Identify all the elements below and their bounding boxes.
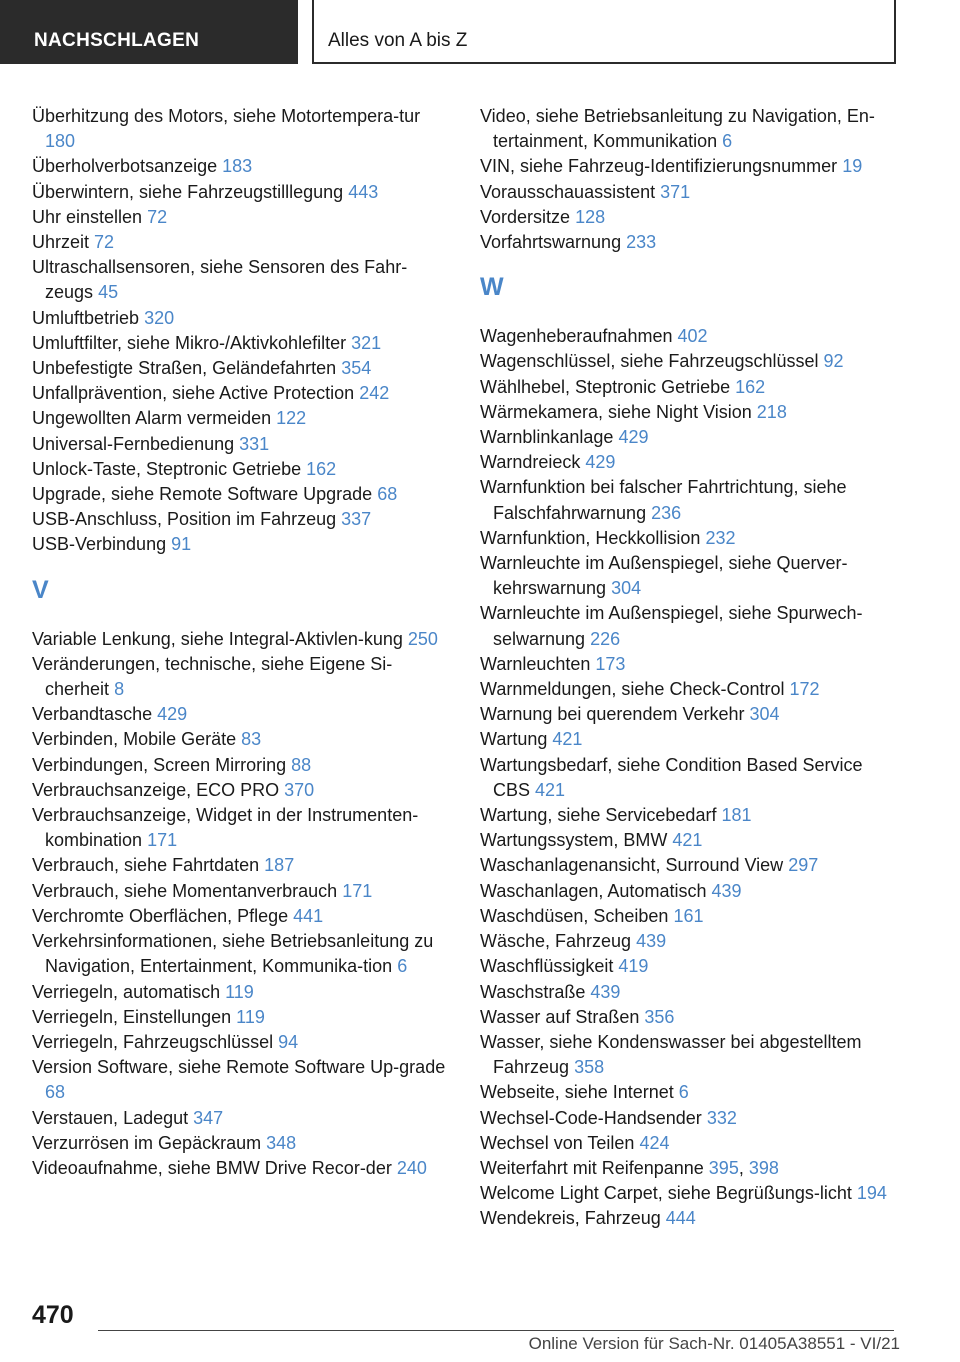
page-reference-link[interactable]: 172 [789,679,820,700]
index-term: Verbrauch, siehe Fahrtdaten [32,855,260,876]
index-entry [480,551,900,601]
page-reference-link[interactable]: 304 [611,578,642,599]
index-term: Vorausschauassistent [480,181,656,202]
index-term: Überwintern, siehe Fahrzeugstilllegung [32,181,344,202]
index-entry [480,205,900,230]
index-entry [480,727,900,752]
page-reference-link[interactable]: 332 [706,1107,737,1128]
index-entry [480,853,900,878]
page-reference-link[interactable]: 439 [711,880,742,901]
page-reference-link[interactable]: 232 [705,527,736,548]
page-reference-link[interactable]: 398 [748,1157,779,1178]
index-term: Umluftfilter, siehe Mikro-/Aktivkohlefilter [32,332,347,353]
index-term: Version Software, siehe Remote Software Up-grade [32,1057,446,1078]
index-entry [480,475,900,525]
page-reference-link[interactable]: 88 [291,754,312,775]
page-reference-link[interactable]: 358 [574,1057,605,1078]
page-reference-link[interactable]: 236 [651,502,682,523]
page-reference-link[interactable]: 92 [823,351,844,372]
index-term: Uhrzeit [32,232,90,253]
index-entry [480,324,900,349]
index-term: Wechsel-Code-Handsender [480,1107,702,1128]
index-entry [32,457,452,482]
page-reference-link[interactable]: 94 [278,1031,299,1052]
page-reference-link[interactable]: 194 [856,1183,887,1204]
index-term: Warnleuchten [480,653,591,674]
page-reference-link[interactable]: 370 [284,779,315,800]
index-term: Wartungsbedarf, siehe Condition Based Service CBS [480,754,863,800]
page-reference-link[interactable]: 162 [306,458,337,479]
index-entry [32,381,452,406]
page-reference-link[interactable]: 441 [293,905,324,926]
index-entry [480,1030,900,1080]
index-term: Verriegeln, Einstellungen [32,1006,232,1027]
index-term: VIN, siehe Fahrzeug-Identifizierungsnummer [480,156,838,177]
index-term: Waschanlagen, Automatisch [480,880,707,901]
index-term: Verbrauch, siehe Momentanverbrauch [32,880,338,901]
index-entry [32,432,452,457]
index-term: Videoaufnahme, siehe BMW Drive Recor-der [32,1157,392,1178]
index-term: Überhitzung des Motors, siehe Motortempera-tur [32,106,421,126]
index-term: Überholverbotsanzeige [32,156,218,177]
index-term: Warndreieck [480,452,581,473]
index-entry [32,205,452,230]
index-term: Verkehrsinformationen, siehe Betriebsanleitung zu Navigation, Entertainment, Kommunika-tion [32,931,434,977]
index-term: Welcome Light Carpet, siehe Begrüßungs-licht [480,1183,852,1204]
index-term: Universal-Fernbedienung [32,433,235,454]
page-reference-link[interactable]: 6 [397,956,408,977]
index-term: Warnleuchte im Außenspiegel, siehe Spurwech-selwarnung [480,603,863,649]
index-entry [32,778,452,803]
footer-version-text: Online Version für Sach-Nr. 01405A38551 - VI/21 [528,1334,900,1353]
page-reference-link[interactable]: 439 [590,981,621,1002]
index-entry [480,601,900,651]
section-tab: NACHSCHLAGEN [0,0,298,64]
index-entry [480,375,900,400]
page-reference-link[interactable]: 429 [585,452,616,473]
index-entry [32,532,452,557]
index-entry [32,853,452,878]
page-reference-link[interactable]: 348 [266,1132,297,1153]
index-term: Warnfunktion, Heckkollision [480,527,701,548]
index-term: Verbinden, Mobile Geräte [32,729,237,750]
index-term: Wasser auf Straßen [480,1006,640,1027]
index-term: Wagenheberaufnahmen [480,326,673,347]
index-entry [32,1106,452,1131]
page-reference-link[interactable]: 91 [171,534,192,555]
section-letter-heading: V [32,575,49,604]
page-reference-link[interactable]: 421 [535,779,566,800]
index-entry [480,753,900,803]
index-term: Verzurrösen im Gepäckraum [32,1132,262,1153]
index-entry [480,349,900,374]
index-entry [480,652,900,677]
page-reference-link[interactable]: 233 [626,232,657,253]
index-term: Verriegeln, Fahrzeugschlüssel [32,1031,274,1052]
index-term: Wartung [480,729,548,750]
page-reference-link[interactable]: 429 [157,704,188,725]
page-reference-link[interactable]: 119 [236,1006,265,1027]
page-reference-link[interactable]: 45 [98,282,119,303]
index-entry [480,954,900,979]
index-entry [480,929,900,954]
page-reference-link[interactable]: 395 [708,1157,739,1178]
index-entry [32,879,452,904]
index-term: Wendekreis, Fahrzeug [480,1208,661,1229]
page-reference-link[interactable]: 187 [264,855,295,876]
chapter-title: Alles von A bis Z [312,0,896,64]
index-entry [32,803,452,853]
index-entry [480,425,900,450]
page-reference-link[interactable]: 304 [749,704,780,725]
index-term: Wartung, siehe Servicebedarf [480,805,717,826]
index-entry [480,1206,900,1231]
index-entry [480,154,900,179]
index-entry [32,753,452,778]
index-term: Vorfahrtswarnung [480,232,622,253]
index-entry [32,306,452,331]
index-term: Ultraschallsensoren, siehe Sensoren des Fahr-zeugs [32,257,408,303]
index-entry [480,828,900,853]
index-term: Warnung bei querendem Verkehr [480,704,745,725]
index-term: Wärmekamera, siehe Night Vision [480,401,752,422]
page-reference-link[interactable]: 421 [552,729,583,750]
index-entry [480,1131,900,1156]
page-reference-link[interactable]: 402 [677,326,708,347]
index-term: Unfallprävention, siehe Active Protection [32,383,355,404]
index-term: Wasser, siehe Kondenswasser bei abgestelltem Fahrzeug [480,1031,862,1078]
index-term: Waschstraße [480,981,586,1002]
page-reference-link[interactable]: 68 [45,1082,66,1103]
index-entry [32,104,452,154]
page-reference-link[interactable]: 354 [341,358,372,379]
page-reference-link[interactable]: 72 [94,232,115,253]
index-entry [32,1156,452,1181]
page-header [0,0,960,64]
page-reference-link[interactable]: 122 [276,408,307,429]
index-term: Vordersitze [480,206,571,227]
page-reference-link[interactable]: 240 [396,1157,427,1178]
index-entry [32,230,452,255]
index-entry [32,1055,452,1105]
index-entry [32,406,452,431]
page-reference-link[interactable]: 218 [756,401,787,422]
index-term: Warnfunktion bei falscher Fahrtrichtung, siehe Falschfahrwarnung [480,477,847,523]
page-reference-link[interactable]: 356 [644,1006,675,1027]
index-entry [32,255,452,305]
page-reference-link[interactable]: 19 [842,156,863,177]
page-reference-link[interactable]: 321 [351,332,382,353]
index-entry [32,627,452,652]
index-entry [480,677,900,702]
index-entry [32,1030,452,1055]
index-term: Verriegeln, automatisch [32,981,221,1002]
index-term: Veränderungen, technische, siehe Eigene Si-cherheit [32,653,393,700]
page-number: 470 [32,1301,74,1329]
index-term: Upgrade, siehe Remote Software Upgrade [32,484,373,505]
index-term: Verbindungen, Screen Mirroring [32,754,287,775]
index-term: Waschanlagenansicht, Surround View [480,855,784,876]
index-term: Verbandtasche [32,704,153,725]
index-term: USB-Verbindung [32,534,167,555]
index-entry [32,702,452,727]
index-entry [480,1005,900,1030]
index-entry [32,904,452,929]
page-reference-link[interactable]: 180 [45,131,76,152]
index-entry [480,1106,900,1131]
index-term: Unbefestigte Straßen, Geländefahrten [32,358,337,379]
index-column-right [480,104,900,1232]
index-term: Verbrauchsanzeige, Widget in der Instrumenten-kombination [32,805,419,851]
page-reference-link[interactable]: 419 [618,956,649,977]
page-reference-link[interactable]: 181 [721,805,752,826]
index-entry [480,702,900,727]
index-entry [480,450,900,475]
index-entry [480,1181,900,1206]
page-reference-link[interactable]: 8 [114,679,125,700]
page-reference-link[interactable]: 6 [722,131,733,152]
index-term: Video, siehe Betriebsanleitung zu Navigation, En-tertainment, Kommunikation [480,106,875,152]
page-reference-link[interactable]: 68 [377,484,398,505]
index-term: Warnmeldungen, siehe Check-Control [480,679,785,700]
page-reference-link[interactable]: 250 [407,628,438,649]
page-reference-link[interactable]: 371 [660,181,691,202]
page-reference-link[interactable]: 439 [636,931,667,952]
index-entry [480,104,900,154]
index-entry [32,652,452,702]
page-reference-link[interactable]: 347 [193,1107,224,1128]
page-reference-link[interactable]: 337 [341,509,372,530]
index-term: Warnblinkanlage [480,427,614,448]
index-term: Uhr einstellen [32,206,143,227]
index-term: Verstauen, Ladegut [32,1107,189,1128]
index-term: Waschflüssigkeit [480,956,614,977]
page-reference-link[interactable]: 83 [241,729,262,750]
index-entry [32,180,452,205]
index-entry [480,879,900,904]
page-reference-link[interactable]: 242 [359,383,390,404]
index-entry [32,507,452,532]
index-entry [32,980,452,1005]
page-reference-link[interactable]: 72 [147,206,168,227]
index-term: Waschdüsen, Scheiben [480,905,669,926]
page-reference-link[interactable]: 173 [595,653,626,674]
page-reference-link[interactable]: 6 [678,1082,689,1103]
index-term: Wählhebel, Steptronic Getriebe [480,376,731,397]
index-term: Variable Lenkung, siehe Integral-Aktivlen-kung [32,628,403,649]
index-entry [480,803,900,828]
page-reference-link[interactable]: 331 [239,433,270,454]
index-entry [32,727,452,752]
page-reference-link[interactable]: 162 [735,376,766,397]
page-reference-link[interactable]: 429 [618,427,649,448]
index-entry [32,154,452,179]
index-term: Webseite, siehe Internet [480,1082,674,1103]
footer-divider [98,1330,894,1331]
page-reference-link[interactable]: 171 [147,830,178,851]
index-entry [480,230,900,255]
index-entry [480,400,900,425]
index-term: Weiterfahrt mit Reifenpanne [480,1157,704,1178]
index-column-left [32,104,452,1181]
index-entry [32,356,452,381]
index-term: Wartungssystem, BMW [480,830,668,851]
page-reference-link[interactable]: 183 [222,156,253,177]
section-letter-heading: W [480,273,504,302]
index-term: Verchromte Oberflächen, Pflege [32,905,289,926]
index-entry [32,482,452,507]
index-term: USB-Anschluss, Position im Fahrzeug [32,509,337,530]
index-term: Wechsel von Teilen [480,1132,635,1153]
index-entry [480,526,900,551]
page-reference-link[interactable]: 320 [144,307,175,328]
index-term: Umluftbetrieb [32,307,140,328]
index-entry [480,904,900,929]
index-entry [480,980,900,1005]
index-entry [32,1131,452,1156]
page-reference-link[interactable]: 171 [342,880,373,901]
page-reference-link[interactable]: 421 [672,830,703,851]
index-term: Verbrauchsanzeige, ECO PRO [32,779,280,800]
page-reference-link[interactable]: 444 [665,1208,696,1229]
index-entry [32,331,452,356]
index-term: Wagenschlüssel, siehe Fahrzeugschlüssel [480,351,819,372]
index-entry [32,929,452,979]
page-reference-link[interactable]: 161 [673,905,704,926]
page-reference-link[interactable]: 226 [590,628,621,649]
page-reference-link[interactable]: 424 [639,1132,670,1153]
index-entry [32,1005,452,1030]
page-reference-link[interactable]: 297 [788,855,819,876]
index-term: Warnleuchte im Außenspiegel, siehe Querver-kehrswarnung [480,553,848,599]
page-reference-link[interactable]: 443 [348,181,379,202]
page-reference-link[interactable]: 128 [575,206,606,227]
index-term: Unlock-Taste, Steptronic Getriebe [32,458,302,479]
index-term: Ungewollten Alarm vermeiden [32,408,272,429]
index-entry: Weiterfahrt mit Reifenpanne 395, 398 [480,1157,779,1178]
index-entry [480,180,900,205]
index-term: Wäsche, Fahrzeug [480,931,632,952]
page-reference-link[interactable]: 119 [225,981,254,1002]
index-entry [480,1080,900,1105]
